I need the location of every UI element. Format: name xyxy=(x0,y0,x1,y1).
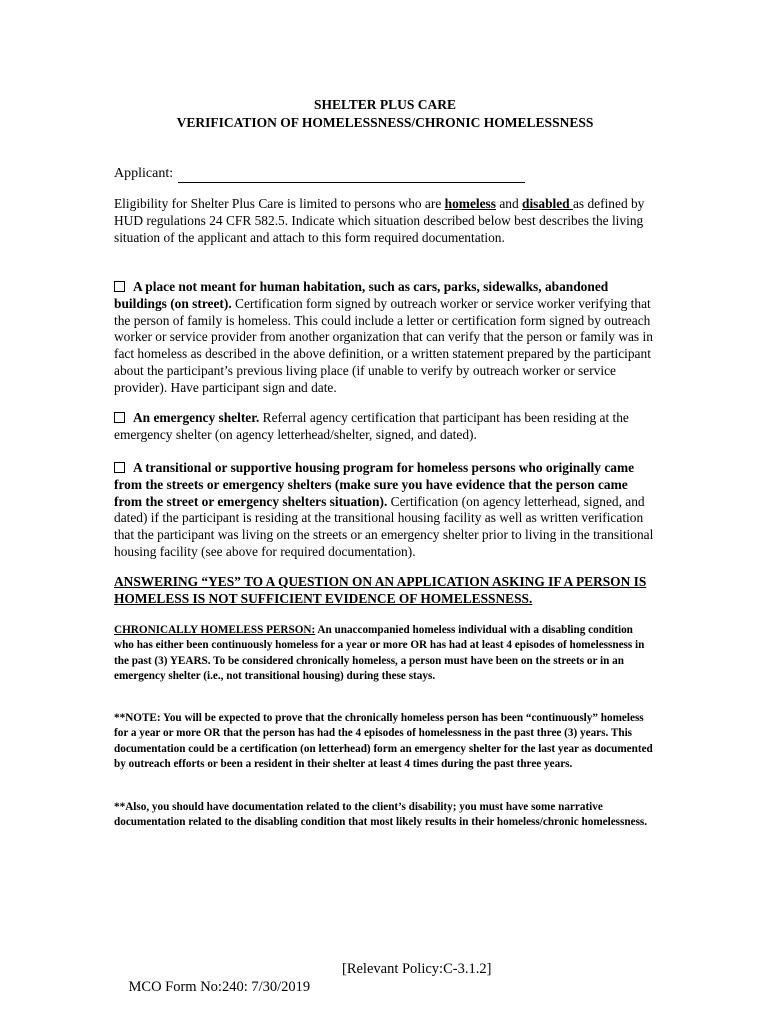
form-number: MCO Form No:240: 7/30/2019 xyxy=(128,979,311,995)
footer xyxy=(114,960,492,1032)
option-transitional-bold: A transitional or supportive housing program for homeless persons who originally came from the streets or emergency shelters (make sure you have evidence that the person came from the street or emergency shelters situation). xyxy=(114,460,635,509)
applicant-input-line[interactable] xyxy=(178,168,525,183)
applicant-label: Applicant: xyxy=(114,166,174,181)
intro-and: and xyxy=(495,196,522,211)
option-street xyxy=(114,279,659,397)
chronic-definition xyxy=(114,623,654,684)
option-shelter-text: Referral agency certification that participant has been residing at the emergency shelter (on agency letterhead/shelter, signed, and dated). xyxy=(114,410,629,442)
emergency-shelter-checkbox[interactable] xyxy=(114,412,125,423)
intro-disabled: disabled xyxy=(522,196,573,211)
applicant-field xyxy=(114,165,525,183)
option-emergency-shelter xyxy=(114,410,659,444)
also-paragraph: **Also, you should have documentation related to the client’s disability; you must have some narrative documentation related to the disabling condition that most likely results in their homeless/chronic homelessness. xyxy=(114,801,648,829)
intro-paragraph xyxy=(114,196,659,246)
relevant-policy: [Relevant Policy:C-3.1.2] xyxy=(342,961,492,977)
title-line-1: SHELTER PLUS CARE xyxy=(313,97,457,112)
title-line-2: VERIFICATION OF HOMELESSNESS/CHRONIC HOMELESSNESS xyxy=(176,115,594,130)
note-paragraph: **NOTE: You will be expected to prove that the chronically homeless person has been “continuously” homeless for a year or more OR that the person has had the 4 episodes of homelessness in the past three (3) years. This documentation could be a certification (on letterhead) form an emergency shelter for the last year as documented by outreach efforts or been a resident in their shelter at least 4 times during the past three years. xyxy=(114,712,653,770)
intro-part1: Eligibility for Shelter Plus Care is limited to persons who are xyxy=(114,196,445,211)
option-street-text: Certification form signed by outreach worker or service worker verifying that the person of family is homeless. This could include a letter or certification form signed by outreach worker or service provider from another organization that can verify that the person or family was in fact homeless as described in the above definition, or a written statement prepared by the participant about the participant’s previous living place (if unable to verify by outreach worker or service provider). Have participant sign and date. xyxy=(114,295,653,395)
warning-notice: ANSWERING “YES” TO A QUESTION ON AN APPLICATION ASKING IF A PERSON IS HOMELESS IS NOT SUFFICIENT EVIDENCE OF HOMELESSNESS. xyxy=(114,574,647,606)
chronic-text: An unaccompanied homeless individual with a disabling condition who has either been continuously homeless for a year or more OR has had at least 4 episodes of homelessness in the past (3) YEARS. To be considered chronically homeless, a person must have been on the streets or in an emergency shelter (i.e., not transitional housing) during these stays. xyxy=(114,624,645,682)
intro-homeless: homeless xyxy=(444,196,496,211)
option-transitional-housing xyxy=(114,460,659,561)
document-title xyxy=(0,96,770,132)
option-shelter-bold: An emergency shelter. xyxy=(133,410,260,425)
transitional-housing-checkbox[interactable] xyxy=(114,462,125,473)
street-checkbox[interactable] xyxy=(114,281,125,292)
intro-part2: as defined by HUD regulations 24 CFR 582.5. Indicate which situation described below best describes the living situation of the applicant and attach to this form required documentation. xyxy=(114,196,645,245)
chronic-label: CHRONICALLY HOMELESS PERSON: xyxy=(114,624,316,636)
option-transitional-text: Certification (on agency letterhead, signed, and dated) if the participant is residing at the transitional housing facility as well as written verification that the participant was living on the streets or an emergency shelter prior to living in the transitional housing facility (see above for required documentation). xyxy=(114,493,654,559)
option-street-bold: A place not meant for human habitation, such as cars, parks, sidewalks, abandoned buildings (on street). xyxy=(114,279,609,311)
